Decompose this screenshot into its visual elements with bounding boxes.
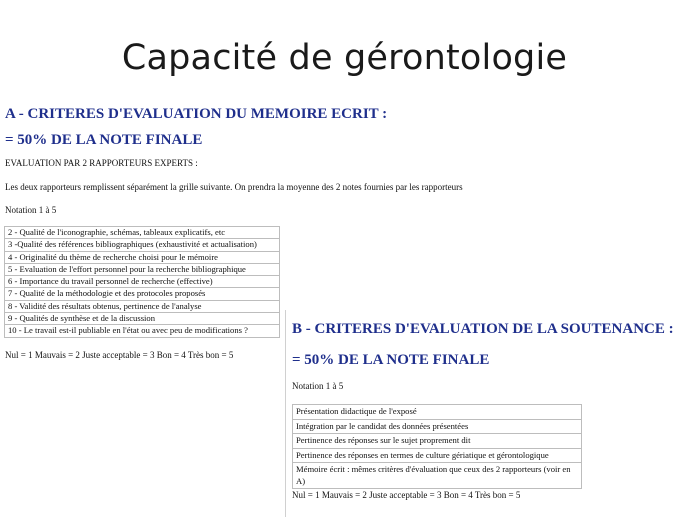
table-row — [5, 325, 280, 337]
criterion-cell: 8 - Validité des résultats obtenus, pertinence de l'analyse — [5, 300, 280, 312]
criterion-cell: 4 - Originalité du thème de recherche choisi pour le mémoire — [5, 251, 280, 263]
section-a-notation: Notation 1 à 5 — [5, 205, 57, 215]
criterion-cell: 3 -Qualité des références bibliographiques (exhaustivité et actualisation) — [5, 239, 280, 251]
section-a-heading: A - CRITERES D'EVALUATION DU MEMOIRE ECRIT : — [5, 106, 388, 122]
section-a-subheading: = 50% DE LA NOTE FINALE — [5, 132, 203, 148]
section-b — [285, 310, 689, 517]
criterion-cell: 2 - Qualité de l'iconographie, schémas, tableaux explicatifs, etc — [5, 227, 280, 239]
section-b-heading: B - CRITERES D'EVALUATION DE LA SOUTENANCE : — [292, 321, 674, 337]
section-b-scale: Nul = 1 Mauvais = 2 Juste acceptable = 3 Bon = 4 Très bon = 5 — [292, 490, 521, 500]
criterion-cell: Pertinence des réponses sur le sujet proprement dit — [293, 434, 582, 449]
table-row — [5, 263, 280, 275]
criterion-cell: Présentation didactique de l'exposé — [293, 405, 582, 420]
table-row — [5, 251, 280, 263]
criterion-cell: 7 - Qualité de la méthodologie et des protocoles proposés — [5, 288, 280, 300]
section-a-criteria-table — [4, 226, 280, 338]
table-row — [5, 276, 280, 288]
criterion-cell: Mémoire écrit : mêmes critères d'évaluation que ceux des 2 rapporteurs (voir en A) — [293, 463, 582, 489]
criterion-cell: Intégration par le candidat des données présentées — [293, 419, 582, 434]
section-b-criteria-table — [292, 404, 582, 489]
criterion-cell: 5 - Evaluation de l'effort personnel pour la recherche bibliographique — [5, 263, 280, 275]
table-row — [5, 300, 280, 312]
table-row — [293, 463, 582, 489]
section-b-subheading: = 50% DE LA NOTE FINALE — [292, 352, 490, 368]
table-row — [5, 227, 280, 239]
table-row — [293, 419, 582, 434]
section-a-scale: Nul = 1 Mauvais = 2 Juste acceptable = 3 Bon = 4 Très bon = 5 — [5, 350, 234, 360]
section-b-notation: Notation 1 à 5 — [292, 381, 344, 391]
table-row — [293, 405, 582, 420]
section-a-evaluators: EVALUATION PAR 2 RAPPORTEURS EXPERTS : — [5, 158, 198, 168]
criterion-cell: Pertinence des réponses en termes de culture gériatique et gérontologique — [293, 448, 582, 463]
section-a-instructions: Les deux rapporteurs remplissent séparément la grille suivante. On prendra la moyenne des 2 notes fournies par les rapporteurs — [5, 182, 463, 192]
criterion-cell: 10 - Le travail est-il publiable en l'état ou avec peu de modifications ? — [5, 325, 280, 337]
table-row — [5, 239, 280, 251]
criterion-cell: 6 - Importance du travail personnel de recherche (effective) — [5, 276, 280, 288]
table-row — [5, 288, 280, 300]
table-row — [293, 434, 582, 449]
table-row — [5, 313, 280, 325]
table-row — [293, 448, 582, 463]
criterion-cell: 9 - Qualités de synthèse et de la discussion — [5, 313, 280, 325]
section-a — [5, 105, 565, 216]
slide-title: Capacité de gérontologie — [121, 38, 568, 78]
